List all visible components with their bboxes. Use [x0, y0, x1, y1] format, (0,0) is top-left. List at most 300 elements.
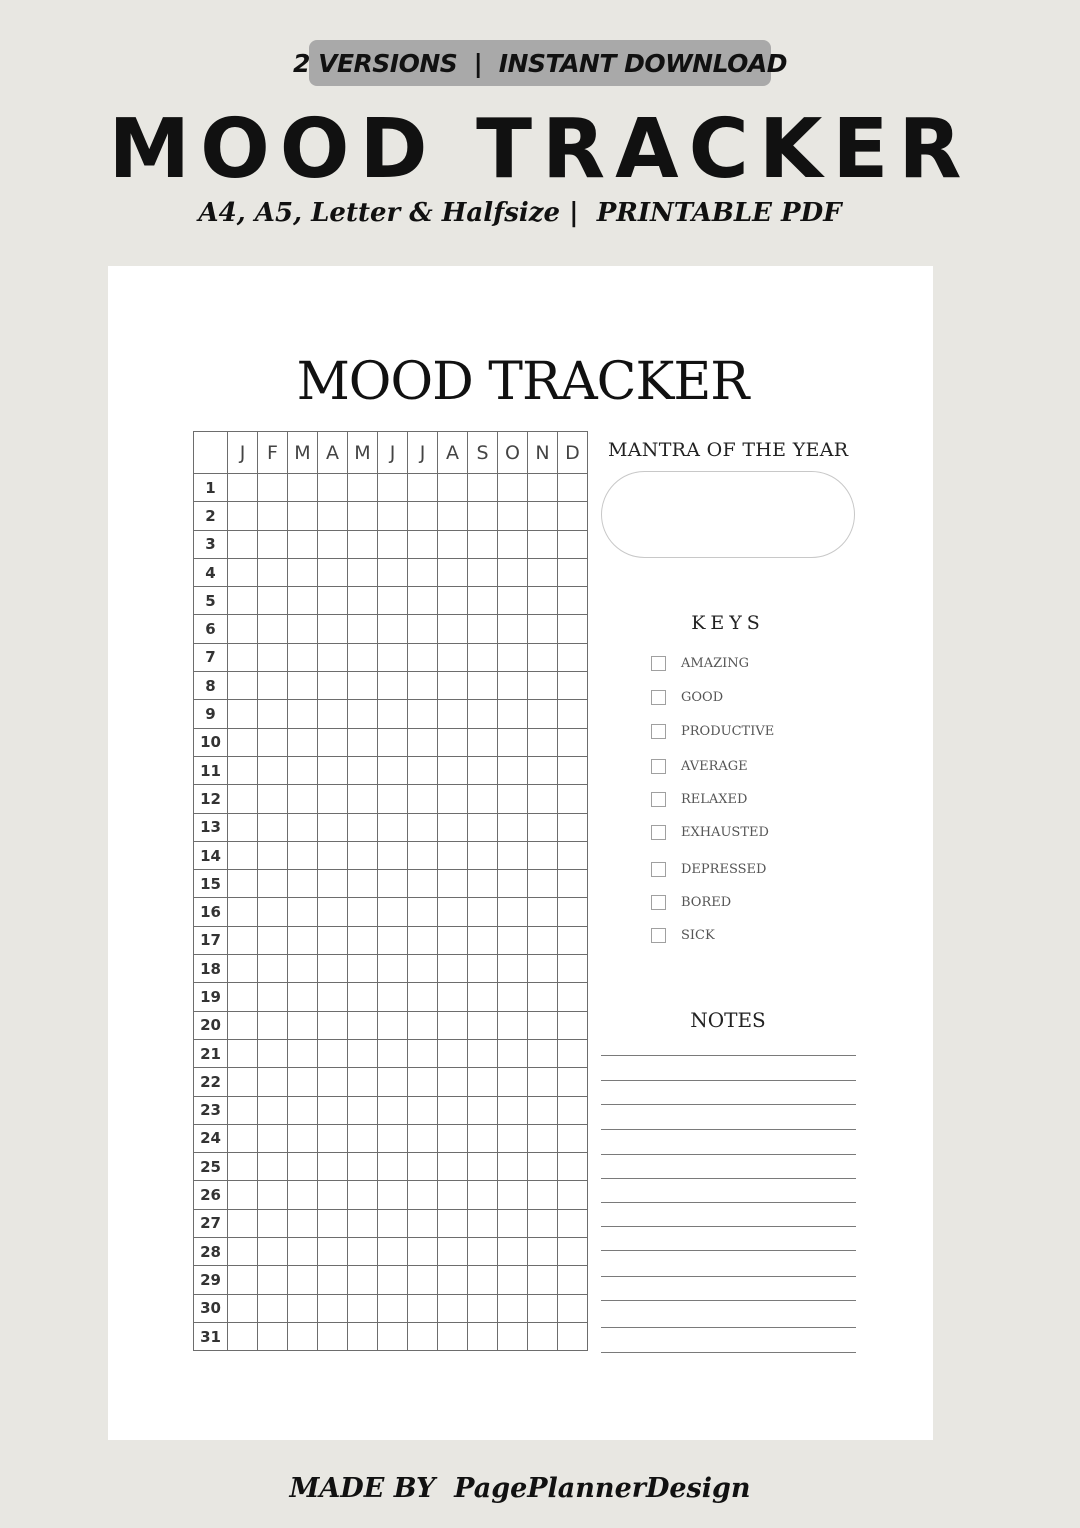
- mood-cell[interactable]: [438, 587, 468, 615]
- mood-cell[interactable]: [378, 1266, 408, 1294]
- mood-cell[interactable]: [258, 1153, 288, 1181]
- mood-cell[interactable]: [258, 700, 288, 728]
- mood-cell[interactable]: [468, 1181, 498, 1209]
- mood-cell[interactable]: [558, 898, 588, 926]
- mood-cell[interactable]: [258, 898, 288, 926]
- mood-cell[interactable]: [348, 955, 378, 983]
- mood-cell[interactable]: [348, 926, 378, 954]
- mood-cell[interactable]: [528, 1096, 558, 1124]
- mood-cell[interactable]: [528, 785, 558, 813]
- mood-cell[interactable]: [558, 813, 588, 841]
- mood-cell[interactable]: [378, 1096, 408, 1124]
- mood-cell[interactable]: [288, 1068, 318, 1096]
- mood-cell[interactable]: [348, 756, 378, 784]
- mood-cell[interactable]: [378, 615, 408, 643]
- mood-cell[interactable]: [558, 502, 588, 530]
- mood-cell[interactable]: [438, 615, 468, 643]
- mood-cell[interactable]: [468, 1209, 498, 1237]
- mood-cell[interactable]: [288, 983, 318, 1011]
- mood-cell[interactable]: [288, 474, 318, 502]
- mood-cell[interactable]: [438, 643, 468, 671]
- mood-cell[interactable]: [348, 1322, 378, 1350]
- mood-cell[interactable]: [558, 530, 588, 558]
- mood-cell[interactable]: [378, 1294, 408, 1322]
- mood-cell[interactable]: [408, 870, 438, 898]
- mood-cell[interactable]: [528, 813, 558, 841]
- mood-cell[interactable]: [258, 1068, 288, 1096]
- mood-cell[interactable]: [258, 1209, 288, 1237]
- note-line[interactable]: [601, 1300, 856, 1301]
- mood-cell[interactable]: [528, 983, 558, 1011]
- mood-cell[interactable]: [348, 983, 378, 1011]
- key-checkbox[interactable]: [651, 724, 666, 739]
- key-checkbox[interactable]: [651, 825, 666, 840]
- mood-cell[interactable]: [438, 756, 468, 784]
- mood-cell[interactable]: [438, 870, 468, 898]
- mood-cell[interactable]: [498, 1153, 528, 1181]
- mood-cell[interactable]: [288, 700, 318, 728]
- mood-cell[interactable]: [528, 1294, 558, 1322]
- mood-cell[interactable]: [258, 643, 288, 671]
- mood-cell[interactable]: [528, 1068, 558, 1096]
- mood-cell[interactable]: [228, 1096, 258, 1124]
- mood-cell[interactable]: [498, 870, 528, 898]
- mood-cell[interactable]: [288, 615, 318, 643]
- mood-cell[interactable]: [528, 1039, 558, 1067]
- mood-cell[interactable]: [258, 1266, 288, 1294]
- mood-cell[interactable]: [228, 474, 258, 502]
- mood-cell[interactable]: [348, 530, 378, 558]
- mood-cell[interactable]: [318, 1124, 348, 1152]
- mood-cell[interactable]: [288, 870, 318, 898]
- mood-cell[interactable]: [378, 1124, 408, 1152]
- mood-cell[interactable]: [228, 700, 258, 728]
- mood-cell[interactable]: [348, 558, 378, 586]
- mood-cell[interactable]: [558, 1068, 588, 1096]
- mood-cell[interactable]: [348, 474, 378, 502]
- mood-cell[interactable]: [528, 474, 558, 502]
- mood-cell[interactable]: [228, 1153, 258, 1181]
- mood-cell[interactable]: [228, 558, 258, 586]
- mood-cell[interactable]: [288, 728, 318, 756]
- mood-cell[interactable]: [468, 785, 498, 813]
- mood-cell[interactable]: [288, 1124, 318, 1152]
- mood-cell[interactable]: [468, 700, 498, 728]
- mood-cell[interactable]: [348, 1039, 378, 1067]
- mood-cell[interactable]: [378, 1238, 408, 1266]
- mood-cell[interactable]: [528, 1153, 558, 1181]
- mood-cell[interactable]: [348, 643, 378, 671]
- mood-cell[interactable]: [348, 1294, 378, 1322]
- mood-cell[interactable]: [228, 756, 258, 784]
- mood-cell[interactable]: [438, 672, 468, 700]
- mood-cell[interactable]: [438, 841, 468, 869]
- mood-cell[interactable]: [558, 474, 588, 502]
- mood-cell[interactable]: [498, 615, 528, 643]
- mood-cell[interactable]: [408, 813, 438, 841]
- mood-cell[interactable]: [258, 870, 288, 898]
- mood-cell[interactable]: [558, 1181, 588, 1209]
- mood-cell[interactable]: [378, 474, 408, 502]
- mood-cell[interactable]: [318, 530, 348, 558]
- mood-cell[interactable]: [378, 870, 408, 898]
- mood-cell[interactable]: [318, 1322, 348, 1350]
- mood-cell[interactable]: [408, 502, 438, 530]
- mood-cell[interactable]: [438, 1096, 468, 1124]
- mood-cell[interactable]: [378, 1068, 408, 1096]
- mood-cell[interactable]: [528, 530, 558, 558]
- mood-cell[interactable]: [468, 1039, 498, 1067]
- mood-cell[interactable]: [528, 955, 558, 983]
- mood-cell[interactable]: [318, 1153, 348, 1181]
- mood-cell[interactable]: [468, 502, 498, 530]
- mood-cell[interactable]: [288, 785, 318, 813]
- mood-cell[interactable]: [468, 756, 498, 784]
- mood-cell[interactable]: [498, 841, 528, 869]
- mood-cell[interactable]: [258, 841, 288, 869]
- mood-cell[interactable]: [468, 474, 498, 502]
- mood-cell[interactable]: [348, 1124, 378, 1152]
- mood-cell[interactable]: [498, 1181, 528, 1209]
- mood-cell[interactable]: [528, 841, 558, 869]
- mood-cell[interactable]: [318, 1181, 348, 1209]
- mood-cell[interactable]: [228, 1266, 258, 1294]
- mood-cell[interactable]: [528, 870, 558, 898]
- mood-cell[interactable]: [468, 1153, 498, 1181]
- note-line[interactable]: [601, 1055, 856, 1056]
- mood-cell[interactable]: [378, 1153, 408, 1181]
- mood-cell[interactable]: [378, 785, 408, 813]
- mood-cell[interactable]: [498, 502, 528, 530]
- mood-cell[interactable]: [438, 728, 468, 756]
- mood-cell[interactable]: [498, 1096, 528, 1124]
- mood-cell[interactable]: [318, 1096, 348, 1124]
- mood-cell[interactable]: [348, 870, 378, 898]
- note-line[interactable]: [601, 1154, 856, 1155]
- mood-cell[interactable]: [468, 813, 498, 841]
- mood-cell[interactable]: [438, 1209, 468, 1237]
- mood-cell[interactable]: [258, 983, 288, 1011]
- note-line[interactable]: [601, 1104, 856, 1105]
- mood-cell[interactable]: [378, 1011, 408, 1039]
- mood-cell[interactable]: [258, 813, 288, 841]
- mood-cell[interactable]: [558, 1039, 588, 1067]
- mood-cell[interactable]: [348, 587, 378, 615]
- mood-cell[interactable]: [288, 955, 318, 983]
- mood-cell[interactable]: [318, 785, 348, 813]
- mood-cell[interactable]: [408, 530, 438, 558]
- mood-cell[interactable]: [558, 983, 588, 1011]
- mood-cell[interactable]: [348, 615, 378, 643]
- mood-cell[interactable]: [468, 926, 498, 954]
- mood-cell[interactable]: [258, 728, 288, 756]
- mood-cell[interactable]: [438, 1124, 468, 1152]
- note-line[interactable]: [601, 1129, 856, 1130]
- mood-cell[interactable]: [468, 1068, 498, 1096]
- mood-cell[interactable]: [378, 1039, 408, 1067]
- mood-cell[interactable]: [528, 1124, 558, 1152]
- mood-cell[interactable]: [468, 1322, 498, 1350]
- note-line[interactable]: [601, 1178, 856, 1179]
- mood-cell[interactable]: [498, 1322, 528, 1350]
- mood-cell[interactable]: [228, 841, 258, 869]
- mood-cell[interactable]: [288, 841, 318, 869]
- mood-cell[interactable]: [438, 530, 468, 558]
- mood-cell[interactable]: [318, 1238, 348, 1266]
- mood-cell[interactable]: [438, 813, 468, 841]
- mood-cell[interactable]: [498, 672, 528, 700]
- mood-cell[interactable]: [438, 474, 468, 502]
- mood-cell[interactable]: [408, 926, 438, 954]
- mood-cell[interactable]: [468, 587, 498, 615]
- mood-cell[interactable]: [348, 785, 378, 813]
- mood-cell[interactable]: [348, 1238, 378, 1266]
- mood-cell[interactable]: [258, 558, 288, 586]
- mood-cell[interactable]: [318, 756, 348, 784]
- mood-cell[interactable]: [288, 1266, 318, 1294]
- mood-cell[interactable]: [438, 1181, 468, 1209]
- mood-cell[interactable]: [408, 756, 438, 784]
- mood-cell[interactable]: [558, 785, 588, 813]
- note-line[interactable]: [601, 1276, 856, 1277]
- mood-cell[interactable]: [558, 955, 588, 983]
- mood-cell[interactable]: [348, 1011, 378, 1039]
- mood-cell[interactable]: [408, 700, 438, 728]
- mood-cell[interactable]: [468, 615, 498, 643]
- mood-cell[interactable]: [408, 1322, 438, 1350]
- mood-cell[interactable]: [468, 870, 498, 898]
- mood-cell[interactable]: [498, 643, 528, 671]
- mood-cell[interactable]: [408, 1238, 438, 1266]
- mood-cell[interactable]: [288, 1011, 318, 1039]
- mood-cell[interactable]: [528, 1209, 558, 1237]
- mood-cell[interactable]: [468, 1124, 498, 1152]
- mood-cell[interactable]: [318, 1011, 348, 1039]
- mood-cell[interactable]: [288, 1294, 318, 1322]
- mood-cell[interactable]: [288, 1153, 318, 1181]
- key-checkbox[interactable]: [651, 792, 666, 807]
- mood-cell[interactable]: [348, 672, 378, 700]
- mood-cell[interactable]: [378, 756, 408, 784]
- key-checkbox[interactable]: [651, 656, 666, 671]
- mood-cell[interactable]: [438, 1238, 468, 1266]
- mood-cell[interactable]: [498, 1266, 528, 1294]
- mood-cell[interactable]: [408, 672, 438, 700]
- mood-cell[interactable]: [378, 813, 408, 841]
- mood-cell[interactable]: [378, 587, 408, 615]
- mood-cell[interactable]: [408, 474, 438, 502]
- mood-cell[interactable]: [438, 926, 468, 954]
- mood-cell[interactable]: [528, 672, 558, 700]
- mantra-box[interactable]: [601, 471, 855, 558]
- mood-cell[interactable]: [228, 926, 258, 954]
- mood-cell[interactable]: [318, 728, 348, 756]
- mood-cell[interactable]: [498, 785, 528, 813]
- mood-cell[interactable]: [318, 558, 348, 586]
- mood-cell[interactable]: [528, 643, 558, 671]
- mood-cell[interactable]: [558, 587, 588, 615]
- mood-cell[interactable]: [408, 898, 438, 926]
- mood-cell[interactable]: [288, 1181, 318, 1209]
- mood-cell[interactable]: [558, 1266, 588, 1294]
- mood-cell[interactable]: [258, 615, 288, 643]
- mood-cell[interactable]: [438, 502, 468, 530]
- mood-cell[interactable]: [378, 672, 408, 700]
- mood-cell[interactable]: [348, 841, 378, 869]
- mood-cell[interactable]: [348, 728, 378, 756]
- mood-cell[interactable]: [318, 502, 348, 530]
- mood-cell[interactable]: [378, 1181, 408, 1209]
- mood-cell[interactable]: [378, 898, 408, 926]
- mood-cell[interactable]: [258, 1124, 288, 1152]
- mood-cell[interactable]: [528, 728, 558, 756]
- mood-cell[interactable]: [258, 955, 288, 983]
- mood-cell[interactable]: [288, 756, 318, 784]
- mood-cell[interactable]: [558, 756, 588, 784]
- mood-cell[interactable]: [468, 672, 498, 700]
- mood-cell[interactable]: [348, 1068, 378, 1096]
- mood-cell[interactable]: [258, 672, 288, 700]
- note-line[interactable]: [601, 1226, 856, 1227]
- mood-cell[interactable]: [468, 558, 498, 586]
- mood-cell[interactable]: [378, 728, 408, 756]
- mood-cell[interactable]: [528, 926, 558, 954]
- mood-cell[interactable]: [258, 1096, 288, 1124]
- mood-cell[interactable]: [558, 1209, 588, 1237]
- mood-cell[interactable]: [288, 898, 318, 926]
- mood-cell[interactable]: [558, 1096, 588, 1124]
- mood-cell[interactable]: [498, 530, 528, 558]
- mood-cell[interactable]: [258, 587, 288, 615]
- mood-cell[interactable]: [498, 558, 528, 586]
- mood-cell[interactable]: [258, 502, 288, 530]
- mood-cell[interactable]: [468, 841, 498, 869]
- mood-cell[interactable]: [228, 870, 258, 898]
- mood-cell[interactable]: [468, 1238, 498, 1266]
- mood-cell[interactable]: [468, 643, 498, 671]
- mood-cell[interactable]: [228, 1181, 258, 1209]
- mood-cell[interactable]: [528, 502, 558, 530]
- mood-cell[interactable]: [318, 1209, 348, 1237]
- mood-cell[interactable]: [468, 530, 498, 558]
- mood-cell[interactable]: [438, 1039, 468, 1067]
- mood-cell[interactable]: [438, 955, 468, 983]
- key-checkbox[interactable]: [651, 862, 666, 877]
- mood-cell[interactable]: [408, 1039, 438, 1067]
- mood-cell[interactable]: [288, 587, 318, 615]
- mood-cell[interactable]: [258, 1181, 288, 1209]
- mood-cell[interactable]: [438, 1266, 468, 1294]
- mood-cell[interactable]: [498, 983, 528, 1011]
- mood-cell[interactable]: [348, 700, 378, 728]
- mood-cell[interactable]: [498, 1068, 528, 1096]
- mood-cell[interactable]: [228, 813, 258, 841]
- mood-cell[interactable]: [558, 1124, 588, 1152]
- mood-cell[interactable]: [558, 1294, 588, 1322]
- mood-cell[interactable]: [498, 1039, 528, 1067]
- mood-cell[interactable]: [228, 502, 258, 530]
- mood-cell[interactable]: [558, 700, 588, 728]
- mood-cell[interactable]: [378, 926, 408, 954]
- mood-cell[interactable]: [408, 1096, 438, 1124]
- mood-cell[interactable]: [378, 841, 408, 869]
- mood-cell[interactable]: [468, 955, 498, 983]
- mood-cell[interactable]: [468, 1096, 498, 1124]
- mood-cell[interactable]: [348, 1209, 378, 1237]
- mood-cell[interactable]: [348, 502, 378, 530]
- mood-cell[interactable]: [378, 955, 408, 983]
- mood-cell[interactable]: [408, 1266, 438, 1294]
- mood-cell[interactable]: [558, 643, 588, 671]
- mood-cell[interactable]: [258, 1011, 288, 1039]
- mood-cell[interactable]: [498, 926, 528, 954]
- mood-cell[interactable]: [348, 1096, 378, 1124]
- mood-cell[interactable]: [318, 643, 348, 671]
- mood-cell[interactable]: [558, 1011, 588, 1039]
- mood-cell[interactable]: [288, 813, 318, 841]
- mood-cell[interactable]: [258, 530, 288, 558]
- mood-cell[interactable]: [378, 700, 408, 728]
- mood-cell[interactable]: [408, 785, 438, 813]
- mood-cell[interactable]: [528, 700, 558, 728]
- mood-cell[interactable]: [228, 1294, 258, 1322]
- mood-cell[interactable]: [438, 1153, 468, 1181]
- mood-cell[interactable]: [378, 983, 408, 1011]
- mood-cell[interactable]: [258, 474, 288, 502]
- mood-cell[interactable]: [528, 1181, 558, 1209]
- mood-cell[interactable]: [498, 756, 528, 784]
- mood-cell[interactable]: [558, 1153, 588, 1181]
- mood-cell[interactable]: [318, 926, 348, 954]
- mood-cell[interactable]: [318, 615, 348, 643]
- mood-cell[interactable]: [228, 615, 258, 643]
- mood-cell[interactable]: [258, 785, 288, 813]
- mood-cell[interactable]: [318, 672, 348, 700]
- mood-cell[interactable]: [498, 1294, 528, 1322]
- mood-cell[interactable]: [258, 926, 288, 954]
- mood-cell[interactable]: [558, 1238, 588, 1266]
- mood-cell[interactable]: [408, 558, 438, 586]
- mood-cell[interactable]: [438, 898, 468, 926]
- mood-cell[interactable]: [318, 983, 348, 1011]
- mood-cell[interactable]: [498, 587, 528, 615]
- note-line[interactable]: [601, 1080, 856, 1081]
- mood-cell[interactable]: [558, 1322, 588, 1350]
- mood-cell[interactable]: [228, 1238, 258, 1266]
- mood-cell[interactable]: [438, 1068, 468, 1096]
- mood-cell[interactable]: [288, 643, 318, 671]
- mood-cell[interactable]: [408, 587, 438, 615]
- note-line[interactable]: [601, 1202, 856, 1203]
- mood-cell[interactable]: [528, 756, 558, 784]
- mood-cell[interactable]: [318, 870, 348, 898]
- mood-cell[interactable]: [228, 1011, 258, 1039]
- mood-cell[interactable]: [318, 955, 348, 983]
- mood-cell[interactable]: [228, 728, 258, 756]
- mood-cell[interactable]: [558, 926, 588, 954]
- mood-cell[interactable]: [408, 615, 438, 643]
- mood-cell[interactable]: [288, 1322, 318, 1350]
- mood-cell[interactable]: [228, 643, 258, 671]
- mood-cell[interactable]: [498, 813, 528, 841]
- mood-cell[interactable]: [318, 841, 348, 869]
- mood-cell[interactable]: [408, 728, 438, 756]
- mood-cell[interactable]: [288, 1096, 318, 1124]
- mood-cell[interactable]: [468, 898, 498, 926]
- mood-cell[interactable]: [408, 1153, 438, 1181]
- mood-cell[interactable]: [228, 1068, 258, 1096]
- mood-cell[interactable]: [228, 983, 258, 1011]
